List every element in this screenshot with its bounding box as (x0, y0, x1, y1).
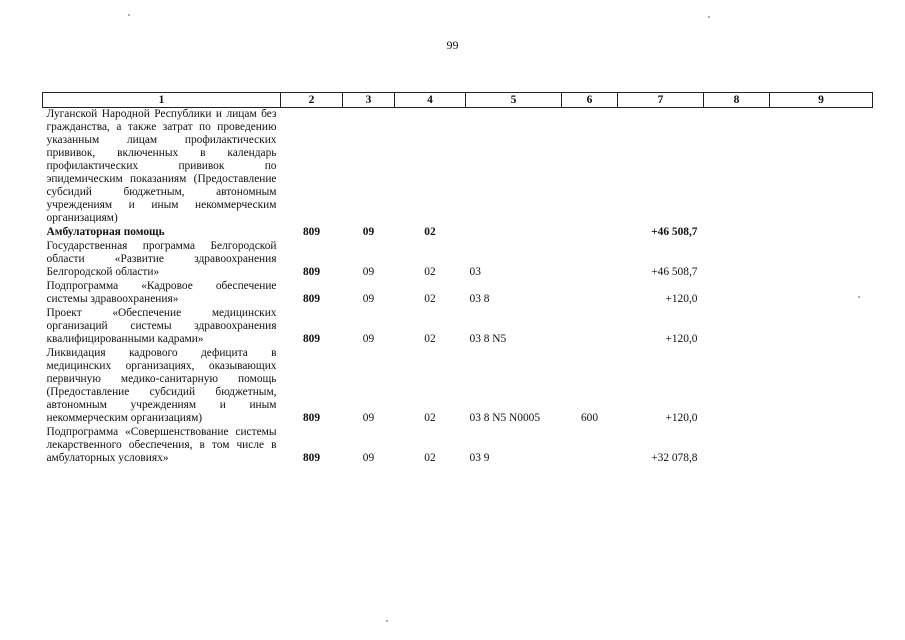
expense-type-cell (562, 226, 618, 240)
expense-type-cell (562, 307, 618, 347)
table-row (43, 347, 873, 426)
scan-speck (858, 296, 860, 298)
col-9-cell (770, 226, 873, 240)
col-9-cell (770, 347, 873, 426)
amount-cell: +120,0 (665, 412, 698, 424)
page-number: 99 (446, 38, 459, 52)
col-9-cell (770, 280, 873, 307)
table-row (43, 426, 873, 466)
ministry-code-cell: 809 (302, 333, 321, 345)
subsection-cell: 02 (424, 333, 436, 345)
section-cell: 09 (362, 293, 375, 305)
expense-type-cell (562, 240, 618, 280)
header-col-7: 7 (618, 93, 704, 108)
col-8-cell (704, 280, 770, 307)
amount-cell: +32 078,8 (651, 452, 698, 464)
row-description: Амбулаторная помощь (46, 226, 165, 238)
target-article-cell (466, 226, 562, 240)
target-article-cell: 03 8 (469, 293, 490, 305)
header-col-1: 1 (43, 93, 281, 108)
header-col-3: 3 (343, 93, 395, 108)
col-9-cell (770, 426, 873, 466)
section-cell: 09 (362, 452, 375, 464)
amount-cell: +120,0 (665, 293, 698, 305)
subsection-cell: 02 (424, 226, 436, 238)
table-row (43, 226, 873, 240)
col-8-cell (704, 108, 770, 227)
section-cell: 09 (362, 412, 375, 424)
expense-type-cell (562, 108, 618, 227)
target-article-cell (466, 108, 562, 227)
subsection-cell: 02 (424, 266, 436, 278)
header-col-5: 5 (466, 93, 562, 108)
header-col-8: 8 (704, 93, 770, 108)
subsection-cell: 02 (424, 452, 436, 464)
scan-speck (386, 620, 388, 622)
ministry-code-cell: 809 (302, 293, 321, 305)
table-row (43, 240, 873, 280)
expense-type-cell (562, 280, 618, 307)
col-8-cell (704, 347, 770, 426)
subsection-cell: 02 (424, 412, 436, 424)
row-description: Подпрограмма «Совершенствование системы лекарственного обеспечения, в том числе в амбулаторных условиях» (46, 426, 277, 464)
ministry-code-cell: 809 (302, 266, 321, 278)
amount-cell: +46 508,7 (651, 226, 698, 238)
row-description: Ликвидация кадрового дефицита в медицинских организациях, оказывающих первичную медико-санитарную помощь (Предоставление субсидий бюджетным, автономным учреждениям и иным некоммерческим организациям) (46, 347, 277, 424)
section-cell: 09 (362, 226, 375, 238)
ministry-code-cell (281, 108, 343, 227)
ministry-code-cell: 809 (302, 452, 321, 464)
header-col-2: 2 (281, 93, 343, 108)
row-description: Подпрограмма «Кадровое обеспечение системы здравоохранения» (46, 280, 277, 305)
row-description: Луганской Народной Республики и лицам без гражданства, а также затрат по проведению указанным лицам профилактических прививок, включенных в календарь профилактических прививок по эпидемическим показаниям (Предоставление субсидий бюджетным, автономным учреждениям и иным некоммерческим организациям) (46, 108, 277, 224)
header-col-6: 6 (562, 93, 618, 108)
table-row (43, 108, 873, 227)
expense-type-cell (562, 426, 618, 466)
target-article-cell: 03 (469, 266, 481, 278)
col-8-cell (704, 307, 770, 347)
subsection-cell: 02 (424, 293, 436, 305)
expense-type-cell: 600 (580, 412, 599, 424)
col-8-cell (704, 226, 770, 240)
amount-cell (618, 108, 704, 227)
col-9-cell (770, 307, 873, 347)
header-row (43, 93, 873, 108)
header-col-9: 9 (770, 93, 873, 108)
header-col-4: 4 (395, 93, 466, 108)
target-article-cell: 03 8 N5 (469, 333, 507, 345)
scan-speck (128, 14, 130, 16)
table-row (43, 280, 873, 307)
ministry-code-cell: 809 (302, 412, 321, 424)
target-article-cell: 03 9 (469, 452, 490, 464)
target-article-cell: 03 8 N5 N0005 (469, 412, 541, 424)
col-8-cell (704, 426, 770, 466)
col-9-cell (770, 108, 873, 227)
amount-cell: +120,0 (665, 333, 698, 345)
amount-cell: +46 508,7 (651, 266, 698, 278)
col-9-cell (770, 240, 873, 280)
section-cell: 09 (362, 266, 375, 278)
row-description: Проект «Обеспечение медицинских организаций системы здравоохранения квалифицированными кадрами» (46, 307, 277, 345)
table-row (43, 307, 873, 347)
subsection-cell (395, 108, 466, 227)
section-cell (343, 108, 395, 227)
scan-speck (708, 16, 710, 18)
col-8-cell (704, 240, 770, 280)
row-description: Государственная программа Белгородской области «Развитие здравоохранения Белгородской области» (46, 240, 277, 278)
budget-table (42, 92, 873, 466)
ministry-code-cell: 809 (302, 226, 321, 238)
section-cell: 09 (362, 333, 375, 345)
table-body (43, 108, 873, 467)
